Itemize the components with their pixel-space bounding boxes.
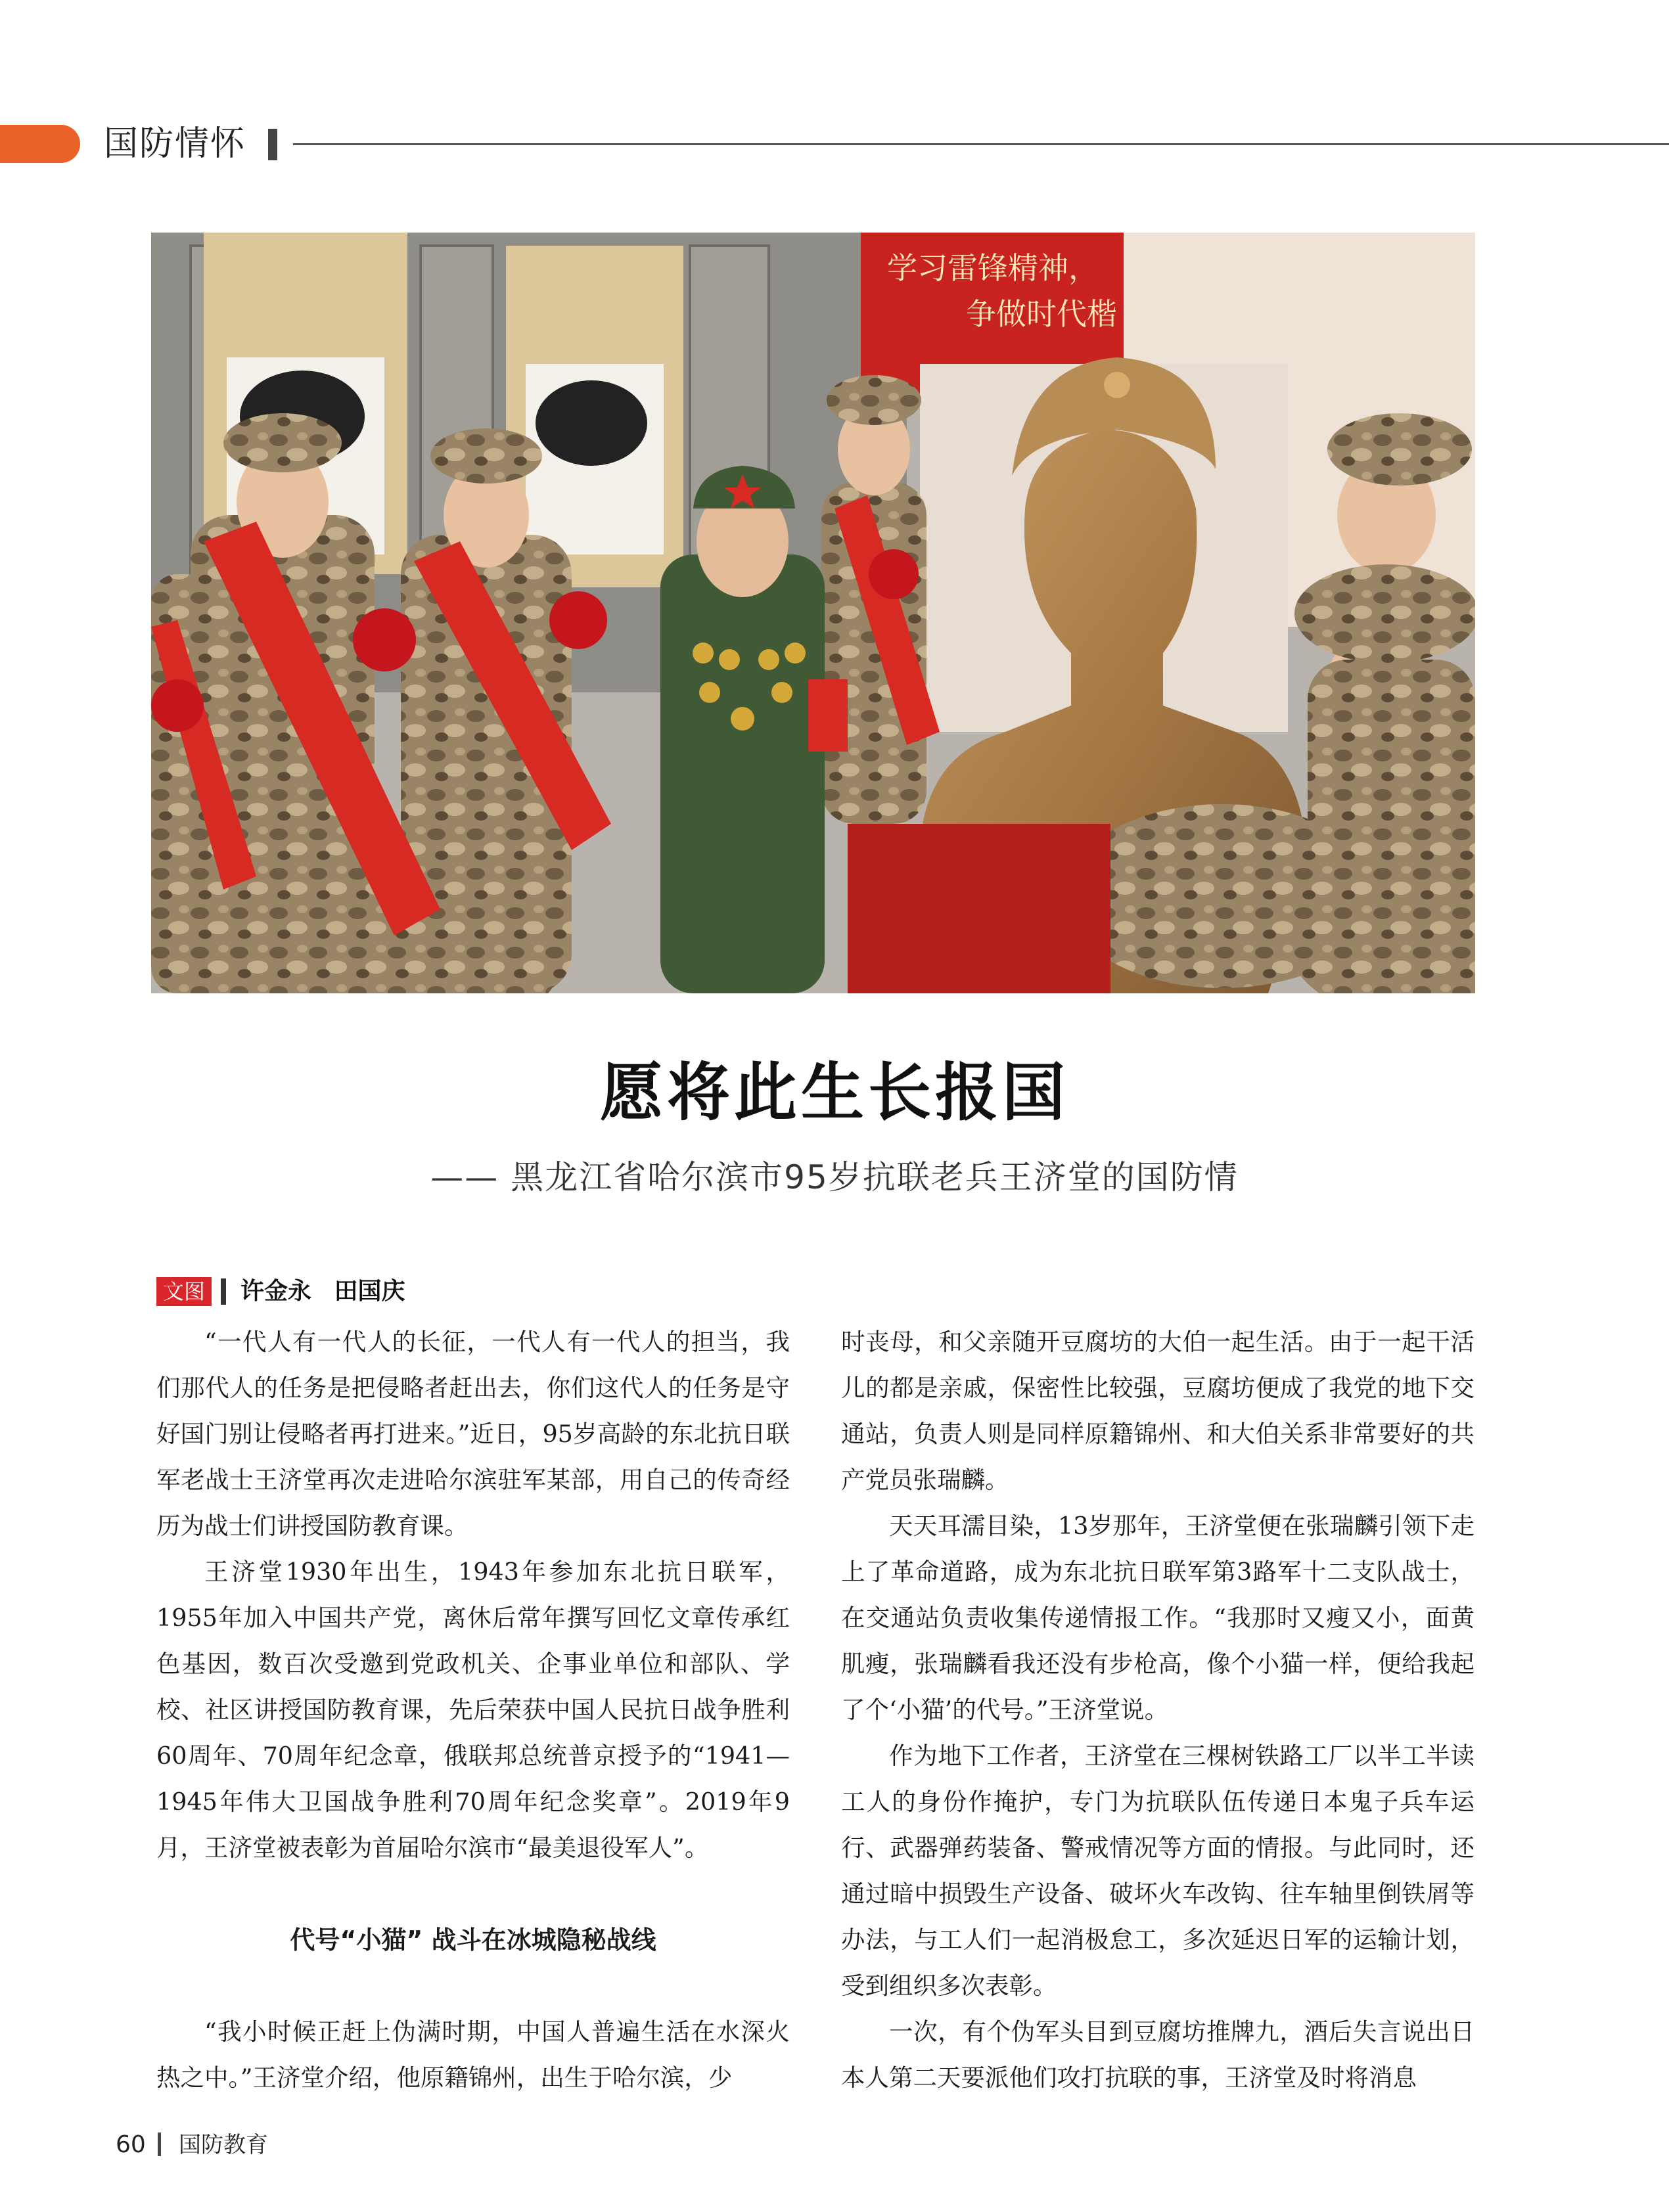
byline-tag: 文图 [156, 1277, 212, 1306]
article-photo [151, 233, 1475, 993]
page-number: 60 [116, 2131, 146, 2158]
article-title: 愿将此生长报国 [600, 1056, 1069, 1129]
header-rule [293, 143, 1669, 145]
byline-authors: 许金永 田国庆 [240, 1278, 405, 1305]
body-column-right [841, 1319, 1475, 2101]
body-paragraph: 作为地下工作者，王济堂在三棵树铁路工厂以半工半读工人的身份作掩护，专门为抗联队伍传递日本鬼子兵车运行、武器弹药装备、警戒情况等方面的情报。与此同时，还通过暗中损毁生产设备、破坏火车改钩、往车轴里倒铁屑等办法，与工人们一起消极怠工，多次延迟日军的运输计划，受到组织多次表彰。 [841, 1742, 1475, 2000]
section-tab-marker [0, 125, 80, 163]
article-subtitle: —— 黑龙江省哈尔滨市95岁抗联老兵王济堂的国防情 [430, 1158, 1239, 1196]
footer-divider [158, 2133, 161, 2156]
section-heading: 代号“小猫” 战斗在冰城隐秘战线 [290, 1926, 656, 1954]
banner-text-line2: 争做时代楷 [966, 296, 1117, 332]
body-paragraph: 天天耳濡目染，13岁那年，王济堂便在张瑞麟引领下走上了革命道路，成为东北抗日联军第3路军十二支队战士，在交通站负责收集传递情报工作。“我那时又瘦又小，面黄肌瘦，张瑞麟看我还没有步枪高，像个小猫一样，便给我起了个‘小猫’的代号。”王济堂说。 [841, 1512, 1475, 1724]
body-column-left [156, 1319, 790, 2101]
body-paragraph: “一代人有一代人的长征，一代人有一代人的担当，我们那代人的任务是把侵略者赶出去，你们这代人的任务是守好国门别让侵略者再打进来。”近日，95岁高龄的东北抗日联军老战士王济堂再次走进哈尔滨驻军某部，用自己的传奇经历为战士们讲授国防教育课。 [156, 1328, 790, 1540]
section-title: 国防情怀 [104, 124, 246, 164]
body-paragraph: 王济堂1930年出生，1943年参加东北抗日联军，1955年加入中国共产党，离休后常年撰写回忆文章传承红色基因，数百次受邀到党政机关、企事业单位和部队、学校、社区讲授国防教育课，先后荣获中国人民抗日战争胜利60周年、70周年纪念章，俄联邦总统普京授予的“1941—1945年伟大卫国战争胜利70周年纪念奖章”。2019年9月，王济堂被表彰为首届哈尔滨市“最美退役军人”。 [156, 1558, 790, 1862]
body-paragraph: 一次，有个伪军头目到豆腐坊推牌九，酒后失言说出日本人第二天要派他们攻打抗联的事，王济堂及时将消息 [841, 2018, 1475, 2092]
banner-text-line1: 学习雷锋精神， [887, 250, 1099, 286]
photo-illustration [151, 233, 1475, 993]
byline-divider [221, 1278, 226, 1305]
section-divider-bar [268, 129, 277, 160]
body-paragraph: “我小时候正赶上伪满时期，中国人普遍生活在水深火热之中。”王济堂介绍，他原籍锦州，出生于哈尔滨，少 [156, 2018, 790, 2092]
magazine-name: 国防教育 [179, 2132, 268, 2158]
body-paragraph-continued: 时丧母，和父亲随开豆腐坊的大伯一起生活。由于一起干活儿的都是亲戚，保密性比较强，豆腐坊便成了我党的地下交通站，负责人则是同样原籍锦州、和大伯关系非常要好的共产党员张瑞麟。 [841, 1328, 1475, 1494]
